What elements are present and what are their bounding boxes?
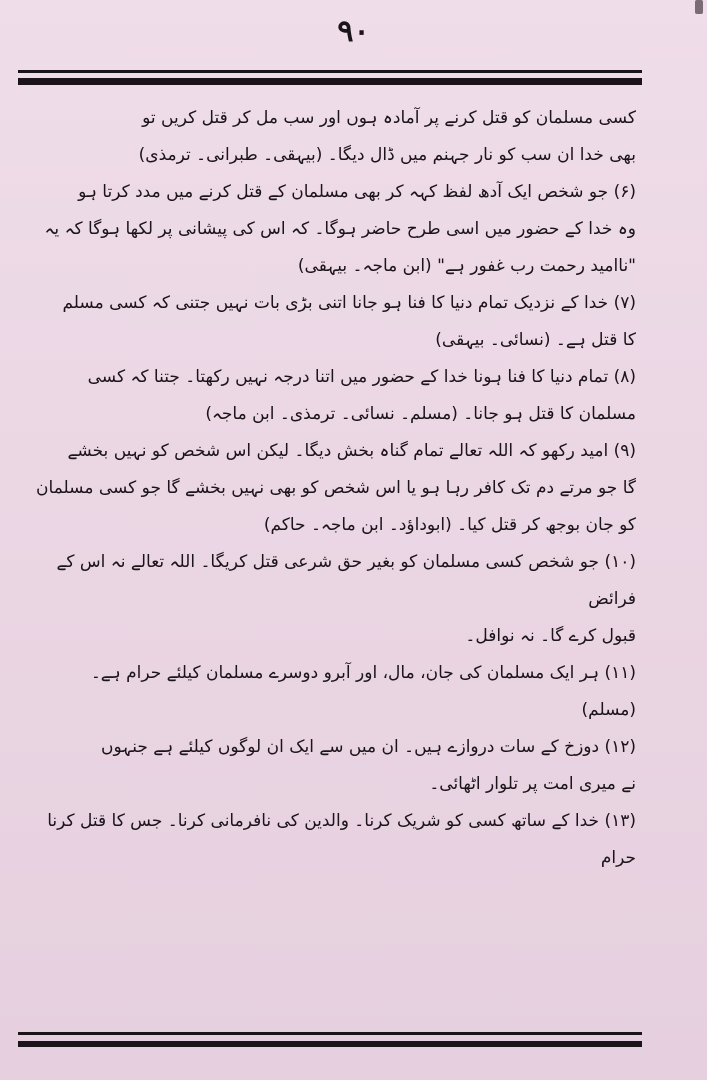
paragraph-line: کسی مسلمان کو قتل کرنے پر آمادہ ہوں اور سب مل کر قتل کریں تو [142,108,636,128]
paragraph-line: (۱۲) دوزخ کے سات دروازے ہیں۔ ان میں سے ایک ان لوگوں کیلئے ہے جنہوں [100,737,636,757]
paragraph-line: (۷) خدا کے نزدیک تمام دنیا کا فنا ہو جانا اتنی بڑی بات نہیں جتنی کہ کسی مسلم [62,293,636,313]
paragraph-line: (۶) جو شخص ایک آدھ لفظ کہہ کر بھی مسلمان کے قتل کرنے میں مدد کرتا ہو [78,182,636,202]
paragraph-line: (۱۳) خدا کے ساتھ کسی کو شریک کرنا۔ والدین کی نافرمانی کرنا۔ جس کا قتل کرنا حرام [47,811,636,868]
page-number: ۹۰ [337,14,370,49]
paragraph-line: (۱۰) جو شخص کسی مسلمان کو بغیر حق شرعی قتل کریگا۔ اللہ تعالے نہ اس کے فرائض [56,552,636,609]
paragraph-line: کو جان بوجھ کر قتل کیا۔ (ابوداؤد۔ ابن ماجہ۔ حاکم) [263,515,636,535]
corner-mark [695,0,703,14]
header-rule-thick [18,78,642,85]
paragraph-line: "ناامید رحمت رب غفور ہے" (ابن ماجہ۔ بیہقی) [297,256,636,276]
header-rule-thin [18,70,642,73]
paragraph-line: قبول کرے گا۔ نہ نوافل۔ [465,626,636,646]
paragraph-line: (۱۱) ہر ایک مسلمان کی جان، مال، اور آبرو دوسرے مسلمان کیلئے حرام ہے۔ (مسلم) [90,663,636,720]
paragraph-line: کا قتل ہے۔ (نسائی۔ بیہقی) [435,330,636,350]
paragraph-line: گا جو مرتے دم تک کافر رہا ہو یا اس شخص کو بھی نہیں بخشے گا جو کسی مسلمان [36,478,636,498]
paragraph-line: مسلمان کا قتل ہو جانا۔ (مسلم۔ نسائی۔ ترمذی۔ ابن ماجہ) [205,404,636,424]
paragraph-line: نے میری امت پر تلوار اٹھائی۔ [429,774,636,794]
paragraph-line: (۸) تمام دنیا کا فنا ہونا خدا کے حضور میں اتنا درجہ نہیں رکھتا۔ جتنا کہ کسی [87,367,636,387]
hadith-text-body [36,100,636,877]
paragraph-line: بھی خدا ان سب کو نار جہنم میں ڈال دیگا۔ (بیہقی۔ طبرانی۔ ترمذی) [138,145,636,165]
paragraph-line: وہ خدا کے حضور میں اسی طرح حاضر ہوگا۔ کہ اس کی پیشانی پر لکھا ہوگا کہ یہ [44,219,636,239]
footer-rule-thin [18,1032,642,1035]
paragraph-line: (۹) امید رکھو کہ اللہ تعالے تمام گناہ بخش دیگا۔ لیکن اس شخص کو نہیں بخشے [67,441,636,461]
footer-rule-thick [18,1041,642,1047]
